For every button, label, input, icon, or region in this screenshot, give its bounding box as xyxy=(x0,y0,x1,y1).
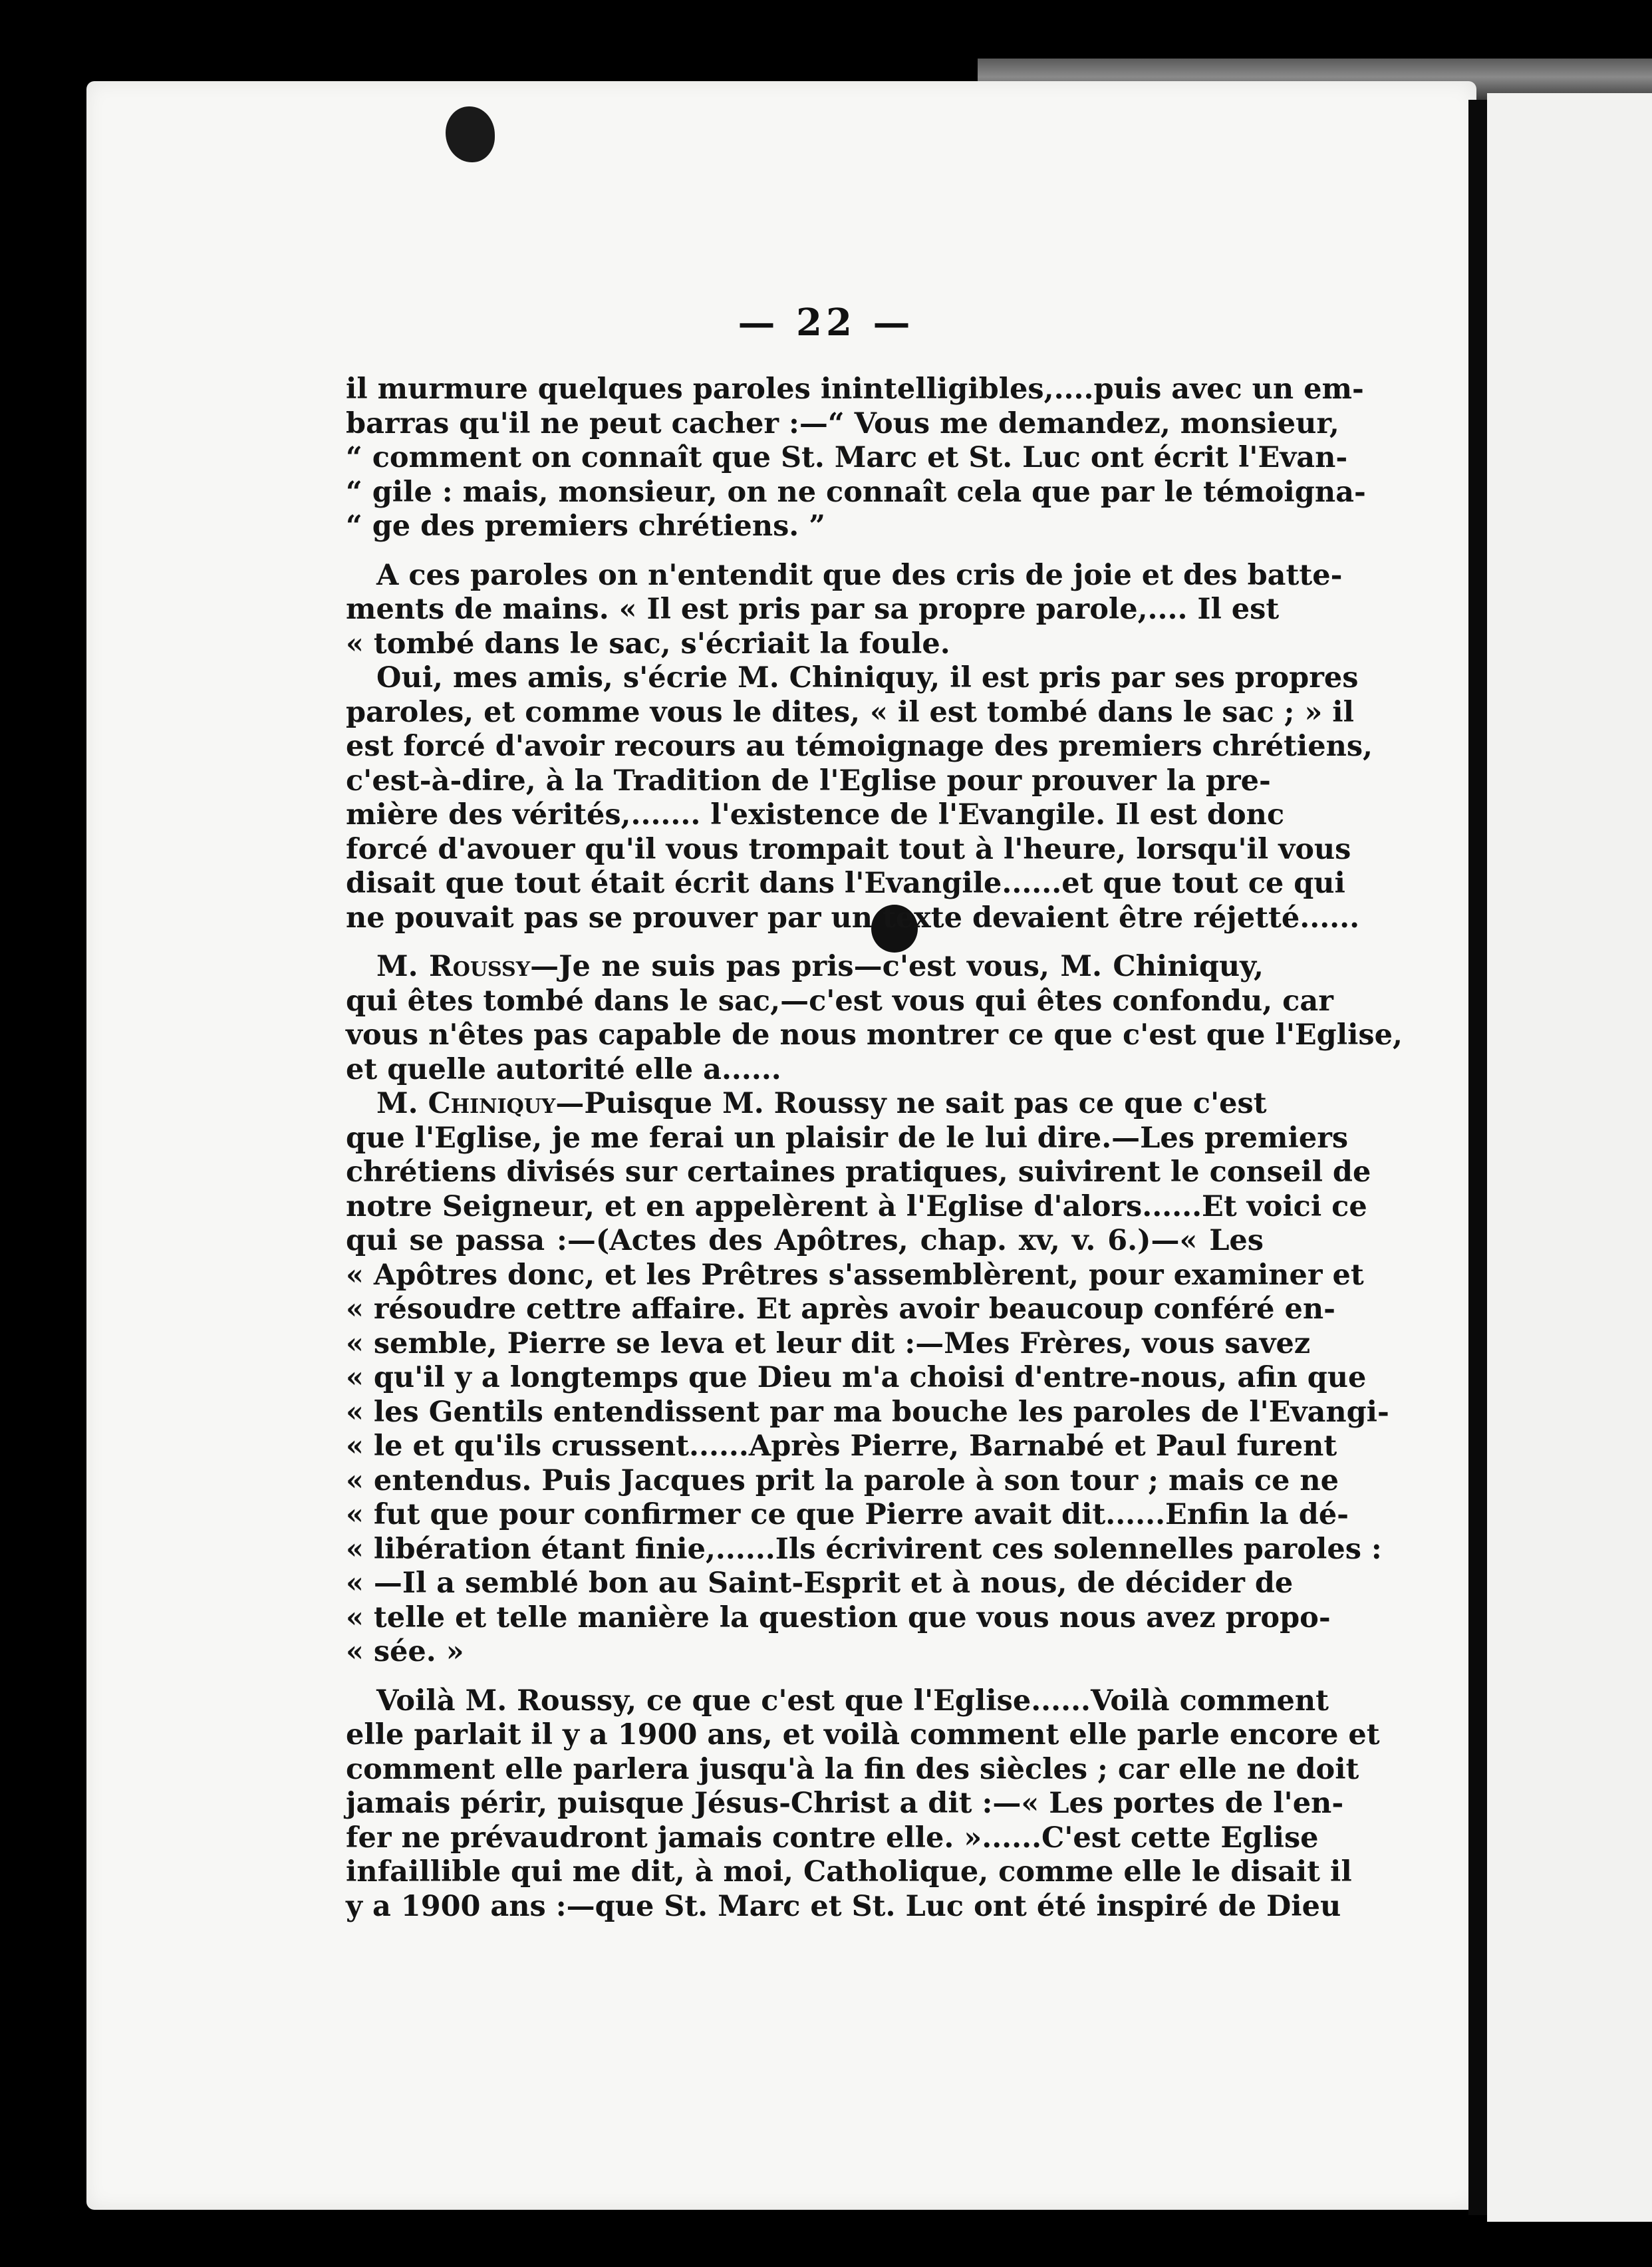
text-line: paroles, et comme vous le dites, « il est tombé dans le sac ; » il xyxy=(346,695,1354,729)
text-line: comment elle parlera jusqu'à la fin des siècles ; car elle ne doit xyxy=(346,1752,1359,1786)
paragraph xyxy=(346,558,1343,662)
text-line: forcé d'avouer qu'il vous trompait tout à l'heure, lorsqu'il vous xyxy=(346,832,1351,866)
text-line: Oui, mes amis, s'écrie M. Chiniquy, il est pris par ses propres xyxy=(376,661,1359,694)
text-line: « sée. » xyxy=(346,1635,464,1668)
page-fold xyxy=(1468,100,1487,2215)
text-line: ne pouvait pas se prouver par un texte devaient être réjetté...... xyxy=(346,901,1360,935)
text-line: « telle et telle manière la question que vous nous avez propo- xyxy=(346,1600,1331,1634)
adjacent-page xyxy=(1487,93,1652,2222)
text-line: « entendus. Puis Jacques prit la parole à son tour ; mais ce ne xyxy=(346,1463,1339,1497)
text-line: notre Seigneur, et en appelèrent à l'Eglise d'alors......Et voici ce xyxy=(346,1189,1367,1223)
text-line: barras qu'il ne peut cacher :—“ Vous me demandez, monsieur, xyxy=(346,406,1339,440)
text-line: “ comment on connaît que St. Marc et St. Luc ont écrit l'Evan- xyxy=(346,441,1348,474)
text-line: jamais périr, puisque Jésus-Christ a dit :—« Les portes de l'en- xyxy=(346,1787,1344,1820)
text-line: chrétiens divisés sur certaines pratiques, suivirent le conseil de xyxy=(346,1155,1371,1189)
text-line: « —Il a semblé bon au Saint-Esprit et à nous, de décider de xyxy=(346,1567,1294,1600)
text-line: et quelle autorité elle a...... xyxy=(346,1052,781,1086)
text-line: « tombé dans le sac, s'écriait la foule. xyxy=(346,627,950,661)
text-line: « les Gentils entendissent par ma bouche les paroles de l'Evangi- xyxy=(346,1395,1389,1429)
speaker-name: M. Chiniquy xyxy=(376,1087,556,1120)
text-line: elle parlait il y a 1900 ans, et voilà comment elle parle encore et xyxy=(346,1718,1380,1751)
text-line: M. Roussy—Je ne suis pas pris—c'est vous, M. Chiniquy, xyxy=(376,950,1264,983)
text-line: mière des vérités,....... l'existence de l'Evangile. Il est donc xyxy=(346,798,1285,831)
text-line: « libération étant finie,......Ils écrivirent ces solennelles paroles : xyxy=(346,1532,1382,1566)
text-line: il murmure quelques paroles inintelligibles,....puis avec un em- xyxy=(346,373,1364,406)
page-number: — 22 — xyxy=(738,301,914,345)
text-line: « le et qu'ils crussent......Après Pierre, Barnabé et Paul furent xyxy=(346,1430,1337,1463)
text-line: A ces paroles on n'entendit que des cris de joie et des batte- xyxy=(376,558,1343,592)
text-line: « Apôtres donc, et les Prêtres s'assemblèrent, pour examiner et xyxy=(346,1258,1364,1292)
ink-blot xyxy=(446,106,495,162)
text-line: y a 1900 ans :—que St. Marc et St. Luc ont été inspiré de Dieu xyxy=(346,1889,1341,1923)
text-line: « résoudre cettre affaire. Et après avoir beaucoup conféré en- xyxy=(346,1292,1335,1326)
text-line: qui êtes tombé dans le sac,—c'est vous qui êtes confondu, car xyxy=(346,984,1333,1018)
text-line: ments de mains. « Il est pris par sa propre parole,.... Il est xyxy=(346,593,1280,626)
text-line: fer ne prévaudront jamais contre elle. »......C'est cette Eglise xyxy=(346,1821,1319,1855)
text-line: infaillible qui me dit, à moi, Catholique, comme elle le disait il xyxy=(346,1855,1352,1889)
text-line: que l'Eglise, je me ferai un plaisir de le lui dire.—Les premiers xyxy=(346,1121,1349,1155)
text-line: « qu'il y a longtemps que Dieu m'a choisi d'entre-nous, afin que xyxy=(346,1361,1367,1394)
text-line: disait que tout était écrit dans l'Evangile......et que tout ce qui xyxy=(346,867,1345,900)
text-line: Voilà M. Roussy, ce que c'est que l'Eglise......Voilà comment xyxy=(376,1684,1329,1718)
text-line: vous n'êtes pas capable de nous montrer ce que c'est que l'Eglise, xyxy=(346,1018,1403,1052)
text-line: est forcé d'avoir recours au témoignage des premiers chrétiens, xyxy=(346,730,1373,763)
paragraph xyxy=(346,950,1403,1087)
text-line: “ gile : mais, monsieur, on ne connaît cela que par le témoigna- xyxy=(346,475,1366,509)
text-line: « semble, Pierre se leva et leur dit :—Mes Frères, vous savez xyxy=(346,1326,1311,1360)
paragraph xyxy=(346,1684,1380,1924)
paragraph xyxy=(346,373,1366,544)
paragraph xyxy=(346,1087,1389,1670)
speaker-name: M. Roussy xyxy=(376,950,531,983)
text-line: M. Chiniquy—Puisque M. Roussy ne sait pas ce que c'est xyxy=(376,1087,1267,1120)
body-text xyxy=(346,373,1403,1924)
text-line: qui se passa :—(Actes des Apôtres, chap. xv, v. 6.)—« Les xyxy=(346,1224,1264,1257)
text-line: c'est-à-dire, à la Tradition de l'Eglise pour prouver la pre- xyxy=(346,764,1271,798)
text-line: “ ge des premiers chrétiens. ” xyxy=(346,510,825,543)
text-line: « fut que pour confirmer ce que Pierre avait dit......Enfin la dé- xyxy=(346,1498,1349,1531)
paragraph xyxy=(346,661,1373,935)
